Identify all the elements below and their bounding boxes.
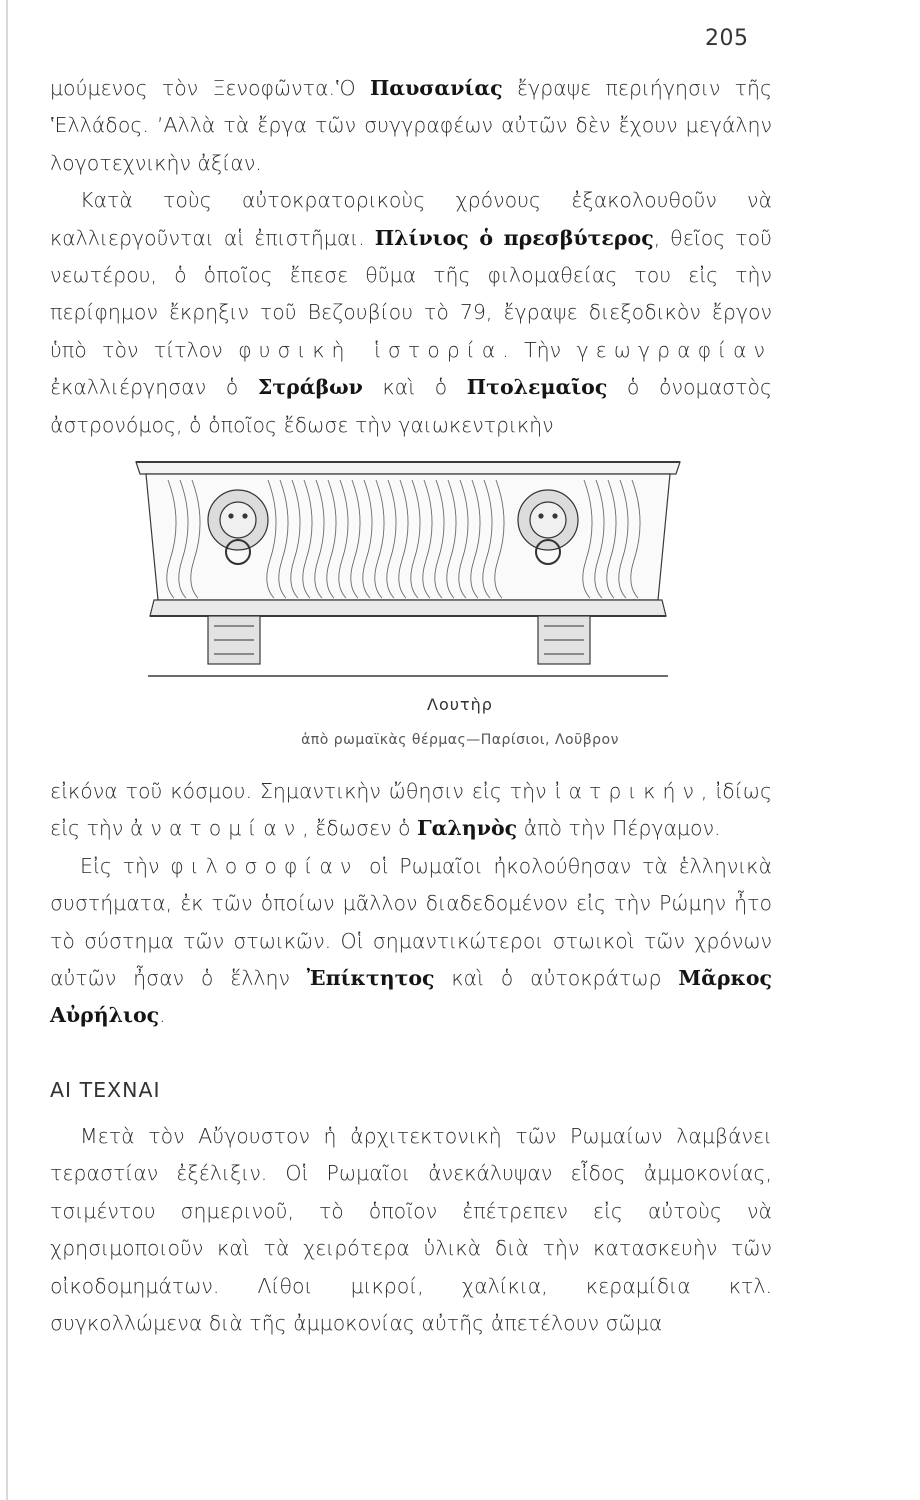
name-strabon: Στράβων xyxy=(257,375,363,400)
figure-caption-title: Λουτὴρ xyxy=(427,695,493,714)
paragraph-1: μούμενος τὸν Ξενοφῶντα.ʽΟ Παυσανίας ἔγραψε περιήγησιν τῆς ʽΕλλάδος. ʼΑλλὰ τὰ ἔργα τῶν συγγραφέων αὐτῶν δὲν ἔχουν μεγάλην λογοτεχνικὴν ἀξίαν. xyxy=(50,76,772,175)
name-ptolemaios: Πτολεμαῖος xyxy=(466,375,608,400)
page-number: 205 xyxy=(705,26,749,51)
name-plinius: Πλίνιος ὁ πρεσβύτερος xyxy=(374,225,654,250)
bathtub-illustration xyxy=(128,440,688,690)
text-block-bottom xyxy=(50,1118,772,1342)
paragraph-3: εἰκόνα τοῦ κόσμου. Σημαντικὴν ὤθησιν εἰς τὴν ἰατρικήν, ἰδίως εἰς τὴν ἀνατομίαν, ἔδωσεν ὁ Γαληνὸς ἀπὸ τὴν Πέργαμον. xyxy=(50,779,772,841)
paragraph-2: Κατὰ τοὺς αὐτοκρατορικοὺς χρόνους ἐξακολουθοῦν νὰ καλλιεργοῦνται αἱ ἐπιστῆμαι. Πλίνιος ὁ πρεσβύτερος, θεῖος τοῦ νεωτέρου, ὁ ὁποῖος ἔπεσε θῦμα τῆς φιλομαθείας του εἰς τὴν περίφημον ἔκρηξιν τοῦ Βεζουβίου τὸ 79, ἔγραψε διεξοδικὸν ἔργον ὑπὸ τὸν τίτλον φυσικὴ ἱστορία. Τὴν γεωγραφίαν ἐκαλλιέργησαν ὁ Στράβων καὶ ὁ Πτολεμαῖος ὁ ὀνομαστὸς ἀστρονόμος, ὁ ὁποῖος ἔδωσε τὴν γαιωκεντρικὴν xyxy=(50,188,773,437)
figure-caption-subtitle: ἀπὸ ρωμαϊκὰς θέρμας—Παρίσιοι, Λοῦβρον xyxy=(301,732,619,748)
section-heading: ΑΙ ΤΕΧΝΑΙ xyxy=(50,1078,161,1102)
page-edge xyxy=(6,0,8,1500)
name-pausanias: Παυσανίας xyxy=(369,76,503,100)
term-anatomia: ἀνατομίαν xyxy=(129,816,303,841)
term-physike-istoria: φυσικὴ ἱστορία xyxy=(238,337,503,362)
name-galenos: Γαληνὸς xyxy=(417,816,518,841)
name-markos-aurelios: Μᾶρκος Αὐρήλιος xyxy=(50,966,772,1028)
term-geographia: γεωγραφίαν xyxy=(576,337,772,362)
term-philosophia: φιλοσοφίαν xyxy=(170,853,359,878)
text-block-top xyxy=(50,70,772,444)
term-iatrike: ἰατρικήν xyxy=(554,779,701,803)
paragraph-5: Μετὰ τὸν Αὔγουστον ἡ ἀρχιτεκτονικὴ τῶν Ρωμαίων λαμβάνει τεραστίαν ἐξέλιξιν. Οἱ Ρωμαῖοι ἀνεκάλυψαν εἶδος ἀμμοκονίας, τσιμέντου σημερινοῦ, τὸ ὁποῖον ἐπέτρεπεν εἰς αὐτοὺς νὰ χρησιμοποιοῦν καὶ τὰ χειρότερα ὑλικὰ διὰ τὴν κατασκευὴν τῶν οἰκοδομημάτων. Λίθοι μικροί, χαλίκια, κεραμίδια κτλ. συγκολλώμενα διὰ τῆς ἀμμοκονίας αὐτῆς ἀπετέλουν σῶμα xyxy=(50,1124,772,1336)
name-epiktetos: Ἐπίκτητος xyxy=(306,966,435,991)
text-block-middle xyxy=(50,773,772,1035)
paragraph-4: Εἰς τὴν φιλοσοφίαν οἱ Ρωμαῖοι ἠκολούθησαν τὰ ἑλληνικὰ συστήματα, ἐκ τῶν ὁποίων μᾶλλον διαδεδομένον εἰς τὴν Ρώμην ἦτο τὸ σύστημα τῶν στωικῶν. Οἱ σημαντικώτεροι στωικοὶ τῶν χρόνων αὐτῶν ἦσαν ὁ ἕλλην Ἐπίκτητος καὶ ὁ αὐτοκράτωρ Μᾶρκος Αὐρήλιος. xyxy=(50,853,772,1028)
